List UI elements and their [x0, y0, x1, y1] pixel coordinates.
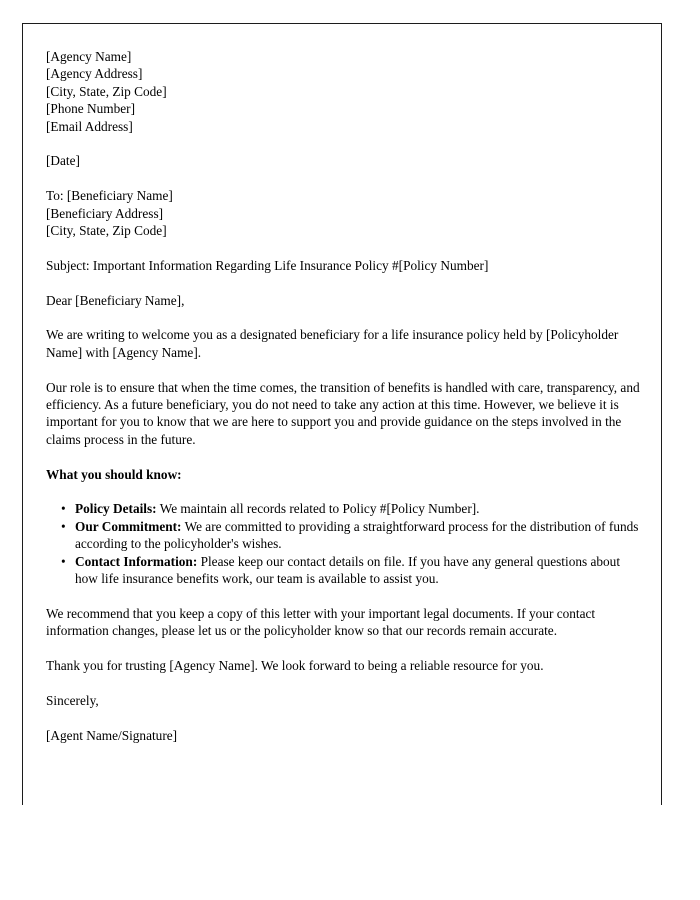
list-item-text: We maintain all records related to Policy #[Policy Number]. [159, 501, 480, 517]
list-item-text: We are committed to providing a straightforward process for the distribution of funds according to the policyholder's wishes. [75, 518, 639, 552]
recipient-line-city-state-zip: [City, State, Zip Code] [46, 223, 167, 239]
spacer [46, 709, 640, 726]
salutation-line: Dear [Beneficiary Name], [46, 292, 185, 308]
list-item-label: Policy Details: [75, 501, 157, 517]
spacer [46, 239, 640, 256]
closing-block [46, 692, 640, 709]
date-block [46, 152, 640, 169]
list-item [75, 518, 640, 553]
list-item [75, 500, 640, 517]
sender-address-block [46, 48, 640, 135]
recipient-line-name: To: [Beneficiary Name] [46, 188, 173, 204]
body-paragraph-2: Our role is to ensure that when the time comes, the transition of benefits is handled with care, transparency, and efficiency. As a future beneficiary, you do not need to take any action at this time. However, we believe it is important for you to know that we are here to support you and provide guidance on the steps involved in the claims process in the future. [46, 379, 640, 447]
spacer [46, 361, 640, 378]
recipient-line-address: [Beneficiary Address] [46, 205, 164, 221]
list-item-text: Please keep our contact details on file. If you have any general questions about how life insurance benefits work, our team is available to assist you. [75, 553, 621, 587]
spacer [46, 483, 640, 500]
sender-line-email-address: [Email Address] [46, 118, 133, 134]
sender-line-city-state-zip: [City, State, Zip Code] [46, 83, 167, 99]
section-heading-what-you-should-know: What you should know: [46, 466, 182, 482]
spacer [46, 170, 640, 187]
date-line: [Date] [46, 153, 80, 169]
key-points-list [46, 500, 640, 587]
salutation-block [46, 292, 640, 309]
list-item-label: Contact Information: [75, 553, 198, 569]
sender-line-phone-number: [Phone Number] [46, 101, 135, 117]
signature-line: [Agent Name/Signature] [46, 727, 178, 743]
body-paragraph-4: Thank you for trusting [Agency Name]. We look forward to being a reliable resource for you. [46, 658, 544, 674]
spacer [46, 587, 640, 604]
sender-line-agency-name: [Agency Name] [46, 49, 132, 64]
spacer [46, 309, 640, 326]
spacer [46, 640, 640, 657]
body-paragraph-1: We are writing to welcome you as a designated beneficiary for a life insurance policy held by [Policyholder Name] with [Agency Name]. [46, 327, 619, 360]
letter-body [46, 48, 640, 744]
spacer [46, 135, 640, 152]
body-paragraph-3: We recommend that you keep a copy of this letter with your important legal documents. If your contact information changes, please let us or the policyholder know so that our records remain accurate. [46, 605, 596, 639]
closing-line: Sincerely, [46, 692, 99, 708]
document-page [22, 23, 662, 805]
spacer [46, 274, 640, 291]
list-item [75, 553, 640, 588]
recipient-address-block [46, 187, 640, 239]
spacer [46, 674, 640, 691]
list-item-label: Our Commitment: [75, 518, 182, 534]
subject-block [46, 257, 640, 274]
subject-line: Subject: Important Information Regarding Life Insurance Policy #[Policy Number] [46, 257, 489, 273]
spacer [46, 448, 640, 465]
signature-block [46, 727, 640, 744]
sender-line-agency-address: [Agency Address] [46, 66, 143, 82]
